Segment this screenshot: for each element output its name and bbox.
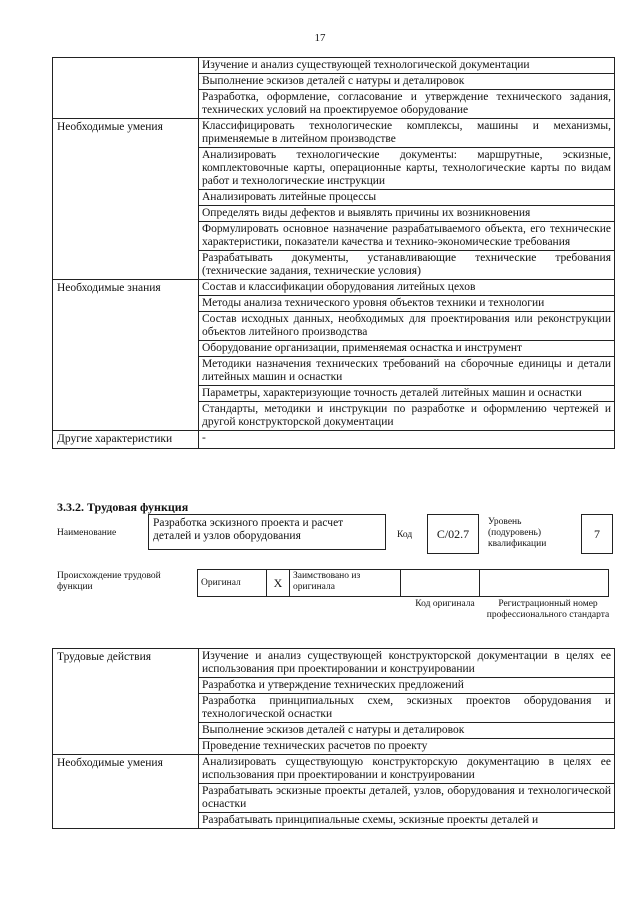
level-value: 7: [594, 526, 600, 541]
row-item: Состав исходных данных, необходимых для проектирования или реконструкции объектов литейного производства: [199, 312, 615, 341]
row-item: Классифицировать технологические комплексы, машины и механизмы, применяемые в литейном производстве: [199, 119, 615, 148]
row-item: Разработка принципиальных схем, эскизных проектов оборудования и технологической оснастки: [199, 694, 615, 723]
row-label: Трудовые действия: [53, 649, 199, 755]
row-item: Формулировать основное назначение разрабатываемого объекта, его технические характеристики, показатели качества и технико-экономические требования: [199, 222, 615, 251]
row-item: Изучение и анализ существующей конструкторской документации в целях ее использования при проектировании и конструировании: [199, 649, 615, 678]
row-item: Выполнение эскизов деталей с натуры и деталировок: [199, 723, 615, 739]
row-item: Параметры, характеризующие точность деталей литейных машин и оснастки: [199, 386, 615, 402]
row-label: Другие характеристики: [53, 431, 199, 449]
row-item: Анализировать существующую конструкторскую документацию в целях ее использования при проектировании и конструировании: [199, 755, 615, 784]
row-item: Определять виды дефектов и выявлять причины их возникновения: [199, 206, 615, 222]
row-item: Проведение технических расчетов по проекту: [199, 739, 615, 755]
function-name-box: [148, 514, 386, 550]
code-box: [427, 514, 479, 554]
competency-table-2: [52, 648, 615, 829]
row-label: Необходимые умения: [53, 755, 199, 829]
row-item: Изучение и анализ существующей технологической документации: [199, 58, 615, 74]
table-row: [53, 280, 615, 296]
table-row: [53, 119, 615, 148]
origin-label: Происхождение трудовой функции: [57, 571, 161, 592]
row-item: Методики назначения технических требований на сборочные единицы и детали литейных машин и оснастки: [199, 357, 615, 386]
row-item: Анализировать литейные процессы: [199, 190, 615, 206]
function-name-value: Разработка эскизного проекта и расчет деталей и узлов оборудования: [153, 517, 344, 542]
row-item: Выполнение эскизов деталей с натуры и деталировок: [199, 74, 615, 90]
section-title: 3.3.2. Трудовая функция: [57, 500, 189, 514]
code-value: C/02.7: [436, 526, 470, 541]
row-item: Методы анализа технического уровня объектов техники и технологии: [199, 296, 615, 312]
row-item: Анализировать технологические документы: маршрутные, эскизные, комплектовочные карты, операционные карты, технологические карты по видам работ и технологические инструкции: [199, 148, 615, 190]
original-cell: [198, 570, 267, 597]
row-item: Разработка и утверждение технических предложений: [199, 678, 615, 694]
row-item: Разрабатывать эскизные проекты деталей, узлов, оборудования и технологической оснастки: [199, 784, 615, 813]
table-row: [53, 649, 615, 678]
original-mark-cell: [267, 570, 290, 597]
row-label: [53, 58, 199, 119]
row-label: Необходимые знания: [53, 280, 199, 431]
code-label: Код: [397, 530, 413, 540]
row-item: Состав и классификации оборудования литейных цехов: [199, 280, 615, 296]
table-row: [53, 755, 615, 784]
row-item: Разрабатывать документы, устанавливающие технические требования (технические задания, технические условия): [199, 251, 615, 280]
level-label: Уровень (подуровень) квалификации: [488, 517, 547, 549]
reg-number-caption: Регистрационный номер профессионального стандарта: [486, 599, 610, 620]
competency-table-1: [52, 57, 615, 449]
row-item: Оборудование организации, применяемая оснастка и инструмент: [199, 341, 615, 357]
name-label: Наименование: [57, 528, 117, 538]
borrowed-cell: [290, 570, 401, 597]
original-mark: X: [273, 575, 283, 590]
page-number: 17: [314, 32, 326, 44]
original-label: Оригинал: [201, 577, 241, 588]
code-original-caption: Код оригинала: [415, 599, 475, 609]
level-box: [581, 514, 613, 554]
table-row: [53, 431, 615, 449]
row-label: Необходимые умения: [53, 119, 199, 280]
reg-number-cell: [480, 570, 609, 597]
row-item: -: [199, 431, 615, 449]
table-row: [53, 58, 615, 74]
row-item: Стандарты, методики и инструкции по разработке и оформлению чертежей и другой конструкторской документации: [199, 402, 615, 431]
code-original-cell: [401, 570, 480, 597]
row-item: Разрабатывать принципиальные схемы, эскизные проекты деталей и: [199, 813, 615, 829]
borrowed-label: Заимствовано из оригинала: [293, 571, 361, 592]
origin-table: [197, 569, 609, 597]
row-item: Разработка, оформление, согласование и утверждение технического задания, технических условий на проектируемое оборудование: [199, 90, 615, 119]
